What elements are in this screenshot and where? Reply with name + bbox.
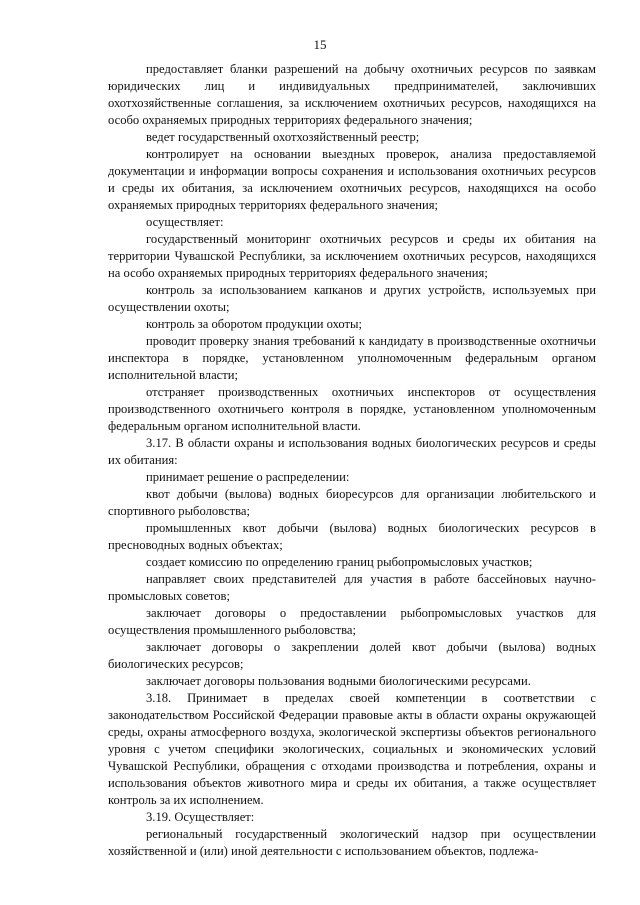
paragraph: ведет государственный охотхозяйственный реестр; xyxy=(146,130,420,144)
page-number: 15 xyxy=(313,37,327,52)
paragraph: контроль за использованием капканов и других устройств, используемых при осуществлении охоты; xyxy=(108,283,596,314)
paragraph: государственный мониторинг охотничьих ресурсов и среды их обитания на территории Чувашской Республики, за исключением охотничьих ресурсов, находящихся на особо охраняемых природных территориях федерального значения; xyxy=(108,232,596,280)
paragraph: 3.17. В области охраны и использования водных биологических ресурсов и среды их обитания: xyxy=(108,436,596,467)
paragraph: проводит проверку знания требований к кандидату в производственные охотничьи инспектора в порядке, установленном уполномоченным федеральным органом исполнительной власти; xyxy=(108,334,596,382)
body-text xyxy=(108,61,596,860)
paragraph: промышленных квот добычи (вылова) водных биологических ресурсов в пресноводных водных объектах; xyxy=(108,521,596,552)
paragraph: создает комиссию по определению границ рыбопромысловых участков; xyxy=(146,555,533,569)
paragraph: региональный государственный экологический надзор при осуществлении хозяйственной и (или) иной деятельности с использованием объектов, подлежа- xyxy=(108,827,596,858)
paragraph: направляет своих представителей для участия в работе бассейновых научно-промысловых советов; xyxy=(108,572,596,603)
paragraph: отстраняет производственных охотничьих инспекторов от осуществления производственного охотничьего контроля в порядке, установленном уполномоченным федеральным органом исполнительной власти. xyxy=(108,385,596,433)
paragraph: осуществляет: xyxy=(146,215,224,229)
paragraph: предоставляет бланки разрешений на добычу охотничьих ресурсов по заявкам юридических лиц и индивидуальных предпринимателей, заключивших охотхозяйственные соглашения, за исключением охотничьих ресурсов, находящихся на особо охраняемых природных территориях федерального значения; xyxy=(108,62,596,127)
paragraph: заключает договоры о закреплении долей квот добычи (вылова) водных биологических ресурсов; xyxy=(108,640,596,671)
paragraph: квот добычи (вылова) водных биоресурсов для организации любительского и спортивного рыболовства; xyxy=(108,487,596,518)
paragraph: заключает договоры о предоставлении рыбопромысловых участков для осуществления промышленного рыболовства; xyxy=(108,606,596,637)
paragraph: контроль за оборотом продукции охоты; xyxy=(146,317,362,331)
paragraph: принимает решение о распределении: xyxy=(146,470,350,484)
paragraph: заключает договоры пользования водными биологическими ресурсами. xyxy=(146,674,531,688)
paragraph: 3.18. Принимает в пределах своей компетенции в соответствии с законодательством Российской Федерации правовые акты в области охраны окружающей среды, охраны атмосферного воздуха, экологической экспертизы объектов регионального уровня с учетом специфики экологических, социальных и экономических условий Чувашской Республики, обращения с отходами производства и потребления, охраны и использования объектов животного мира и среды их обитания, а также осуществляет контроль за их исполнением. xyxy=(108,691,596,807)
paragraph: контролирует на основании выездных проверок, анализа предоставляемой документации и информации вопросы сохранения и использования охотничьих ресурсов и среды их обитания, за исключением охотничьих ресурсов, находящихся на особо охраняемых природных территориях федерального значения; xyxy=(108,147,596,212)
paragraph: 3.19. Осуществляет: xyxy=(146,810,255,824)
